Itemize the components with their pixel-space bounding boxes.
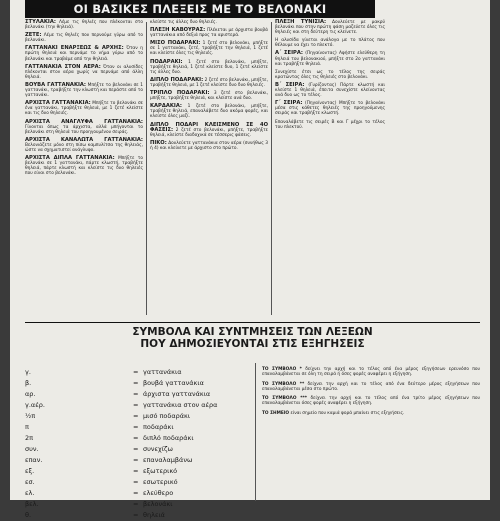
stitch-entry — [150, 60, 268, 75]
column-3 — [275, 20, 385, 317]
list-item — [25, 499, 250, 510]
explanation-text: δείχνει την αρχή και το τέλος από ένα δεύτερο μέρος εξηγήσεων που επαναλαμβάνεται μέσα στο πρώτο. — [262, 381, 480, 392]
stitch-description: Δουλεύετε με μακρύ βελονάκι που στην πρώτη φάση μαζεύετε όλες τις θηλειές και στη δεύτερη τις κλείνετε. — [275, 20, 385, 36]
equals-mark: = — [133, 456, 139, 464]
list-item — [25, 378, 250, 389]
stitch-entry — [150, 91, 268, 101]
stitch-name: ΠΛΕΞΗ ΚΑΒΟΥΡΑΣ: — [150, 27, 206, 34]
column-2 — [150, 20, 268, 317]
stitch-name: ΑΡΧΙΣΤΑ ΔΙΠΛΑ ΓΑΤΤΑΝΑΚΙΑ: — [25, 155, 115, 162]
explanation-text: είναι σημείο που καμιά φορά μπαίνει στις εξηγήσεις. — [290, 410, 405, 416]
symbol: π — [25, 423, 29, 431]
stitch-description: Δουλεύετε γαττανάκια στον αέρα (συνήθως 3 ή 4) και κλείνετε με άρχιστο στο πρώτο. — [150, 140, 268, 151]
stitch-description: Η αλυσίδα γίνεται ανάλογα με το πλάτος που θέλουμε να έχει το πλεκτό. — [275, 38, 385, 49]
stitch-name: ΑΡΧΙΣΤΑ ΚΑΝΑΛΩΤΑ ΓΑΤΤΑΝΑΚΙΑ: — [25, 136, 143, 143]
explanation-paragraph — [262, 367, 480, 378]
equals-mark: = — [133, 434, 139, 442]
symbol-meaning: άρχιστα γαττανάκια — [143, 390, 211, 398]
stitch-entry — [150, 41, 268, 56]
symbol-meaning: γαττανάκια — [143, 368, 182, 376]
symbol-meaning: βελονάκι — [143, 500, 173, 508]
stitch-description: 2 ζετέ στο βελονάκι, μπήξτε, τραβήξτε θηλειά, κλείστε διαδοχικά σε τέσσερις φάσεις. — [150, 127, 269, 138]
stitch-description: κλείστε τις άλλες δυο θηλειές. — [150, 20, 217, 25]
stitch-entry — [150, 141, 268, 151]
stitch-entry — [275, 83, 385, 98]
stitch-description: 1 ζετέ στο βελονάκι, μπήξτε, τραβήξτε θηλειά, 1 ζετέ κλείστε δυο, 1 ζετέ κλείστε τις άλλες δυο. — [150, 59, 268, 75]
stitch-name: ΚΑΡΔΑΚΙΑ: — [150, 103, 182, 110]
stitch-entry — [25, 65, 143, 80]
stitch-entry — [275, 20, 385, 35]
list-item — [25, 389, 250, 400]
equals-mark: = — [133, 368, 139, 376]
symbol: γ.αέρ. — [25, 401, 45, 409]
equals-mark: = — [133, 467, 139, 475]
symbols-title-line-2: ΠΟΥ ΔΗΜΟΣΙΕΥΟΝΤΑΙ ΣΤΙΣ ΕΞΗΓΗΣΕΙΣ — [140, 338, 365, 350]
stitch-entry — [25, 33, 143, 43]
list-item — [25, 510, 250, 521]
stitch-entry — [150, 123, 268, 138]
stitch-name: Α΄ ΣΕΙΡΑ: — [275, 50, 303, 57]
equals-mark: = — [133, 401, 139, 409]
stitch-description: Επαναλάβετε τις σειρές Β και Γ μέχρι το τέλος του πλεκτού. — [275, 119, 385, 130]
symbol-meaning: γαττανάκια στον αέρα — [143, 401, 218, 409]
equals-mark: = — [133, 489, 139, 497]
stitch-name: ΤΡΙΠΛΟ ΠΟΔΑΡΑΚΙ: — [150, 90, 210, 97]
symbols-title-line-1: ΣΥΜΒΟΛΑ ΚΑΙ ΣΥΝΤΜΗΣΕΙΣ ΤΩΝ ΛΕΞΕΩΝ — [132, 326, 373, 338]
column-divider — [146, 22, 147, 315]
stitch-entry — [150, 20, 268, 25]
stitch-entry — [275, 38, 385, 48]
explanation-paragraph — [262, 396, 480, 407]
stitch-entry — [25, 20, 143, 30]
stitch-name: ΣΤΥΛΑΚΙΑ: — [25, 19, 56, 25]
symbol-explanations — [262, 367, 480, 420]
list-item — [25, 488, 250, 499]
equals-mark: = — [133, 390, 139, 398]
stitch-entry — [25, 83, 143, 98]
column-1 — [25, 20, 143, 317]
explanation-text: δείχνει την αρχή και το τέλος από ένα τρίτο μέρος εξηγήσεων που επαναλαμβάνεται όσες φορές αναφέρει η εξήγηση. — [262, 396, 480, 407]
stitch-description: Βελονιάζετε μόνο στη πίσω καμπυλίτσα της θηλειάς, ώστε να σχηματιστεί ανάγλυφο. — [25, 142, 143, 153]
symbol: θ. — [25, 511, 32, 519]
symbol-meaning: θηλειά — [143, 511, 165, 519]
symbol: ½π — [25, 412, 36, 420]
list-item — [25, 433, 250, 444]
symbol: βελ. — [25, 500, 39, 508]
symbol: γ. — [25, 368, 31, 376]
equals-mark: = — [133, 379, 139, 387]
stitch-name: ΑΡΧΙΣΤΑ ΑΝΑΓΛΥΦΑ ΓΑΤΤΑΝΑΚΙΑ: — [25, 118, 143, 125]
stitch-description: Συνεχίστε έτσι ως το τέλος της σειράς κρατώντας όλες τις θηλειές στο βελονάκι. — [275, 69, 385, 80]
symbol: επαν. — [25, 456, 43, 464]
stitch-entry — [275, 70, 385, 80]
stitch-definitions — [25, 20, 485, 317]
explanation-paragraph — [262, 411, 480, 416]
symbol: 2π — [25, 434, 34, 442]
stitch-entry — [150, 28, 268, 38]
equals-mark: = — [133, 511, 139, 519]
equals-mark: = — [133, 445, 139, 453]
list-item — [25, 455, 250, 466]
stitch-name: ΒΟΥΒΑ ΓΑΤΤΑΝΑΚΙΑ: — [25, 81, 86, 88]
equals-mark: = — [133, 412, 139, 420]
stitch-description: Όταν η πρώτη θηλειά και περνάμε το νήμα γύρω από το βελονάκι και τραβάμε από την θηλειά. — [25, 46, 144, 62]
stitch-entry — [275, 120, 385, 130]
stitch-name: ΓΑΤΤΑΝΑΚΙΑ ΣΤΟΝ ΑΕΡΑ: — [25, 63, 101, 70]
stitch-description: Λέμε τις θηλιές που πλέκονται στο βελονάκι (την θηλειά). — [25, 20, 143, 31]
equals-mark: = — [133, 423, 139, 431]
stitch-name: ΖΕΤΕ: — [25, 32, 42, 39]
symbol: εξ. — [25, 467, 35, 475]
symbol: συν. — [25, 445, 39, 453]
column-divider — [271, 22, 272, 315]
explanation-paragraph — [262, 382, 480, 393]
abbreviation-list — [25, 367, 250, 521]
symbol: β. — [25, 379, 32, 387]
section-divider — [255, 363, 256, 501]
stitch-name: Γ΄ ΣΕΙΡΑ: — [275, 100, 303, 107]
stitch-description: 1 ζετέ στο βελονάκι, μπήξτε σε 1 γαττανάκι, ζετέ, τραβήξτε την θηλειά, 1 ζετέ και κλείστε όλες τις θηλειές. — [150, 41, 268, 57]
symbols-title — [25, 326, 480, 350]
explanation-lead: ΤΟ ΣΥΜΒΟΛΟ ** — [262, 381, 305, 387]
stitch-description: Μπήξτε το βελονάκι σε 1 γαττανάκι, τραβήξτε την κλωστή και περάστε από το γαττανάκι. — [25, 82, 143, 99]
list-item — [25, 367, 250, 378]
stitch-name: ΠΟΔΑΡΑΚΙ: — [150, 58, 183, 65]
stitch-entry — [25, 156, 143, 176]
stitch-description: 3 ζετέ στο βελονάκι, μπήξτε, τραβήξτε θηλειά, και κλείστε ανά δυο. — [150, 91, 268, 102]
symbol-meaning: συνεχίζω — [143, 445, 173, 453]
stitch-name: ΓΑΤΤΑΝΑΚΙ ΕΝΑΡΞΕΩΣ & ΑΡΧΗΣ: — [25, 45, 124, 52]
stitch-name: ΠΛΕΞΗ ΤΥΝΙΣΙΑ: — [275, 19, 327, 25]
stitch-entry — [25, 46, 143, 61]
stitch-entry — [25, 101, 143, 116]
symbol-meaning: βουβά γαττανάκια — [143, 379, 204, 387]
list-item — [25, 422, 250, 433]
stitch-name: ΔΙΠΛΟ ΠΟΔΑΡΑΚΙ: — [150, 76, 204, 83]
stitch-entry — [275, 101, 385, 116]
stitch-entry — [150, 104, 268, 119]
symbol-meaning: εξωτερικό — [143, 467, 178, 475]
symbol-meaning: ποδαράκι — [143, 423, 174, 431]
stitch-name: ΑΡΧΙΣΤΑ ΓΑΤΤΑΝΑΚΙΑ: — [25, 100, 91, 107]
stitch-name: Β΄ ΣΕΙΡΑ: — [275, 81, 305, 88]
stitch-name: ΠΙΚΟ: — [150, 139, 167, 146]
list-item — [25, 400, 250, 411]
stitch-name: ΔΙΠΛΟ ΠΟΔΑΡΙ ΚΛΕΙΣΜΕΝΟ ΣΕ 4Ο ΦΑΣΕΙΣ: — [150, 121, 268, 133]
stitch-description: Όταν οι αλυσίδες πλέκονται στον αέρα χωρίς να περνάμε από άλλη θηλειά. — [25, 64, 143, 80]
stitch-entry — [25, 138, 143, 153]
page-title: ΟΙ ΒΑΣΙΚΕΣ ΠΛΕΞΕΙΣ ΜΕ ΤΟ ΒΕΛΟΝΑΚΙ — [25, 0, 375, 18]
list-item — [25, 477, 250, 488]
stitch-entry — [150, 78, 268, 88]
symbol: αρ. — [25, 390, 36, 398]
stitch-description: (Πηγαίνοντας) Αφήστε ελεύθερη τη θηλειά του βελονακιού, μπήξτε στο 2ο γαττανάκι και τραβήξτε θηλειά. — [275, 51, 385, 67]
symbol: εσ. — [25, 478, 35, 486]
stitch-description: Μπήξτε το βελονάκι σε 1 γαττανάκι, πάρτε κλωστή, τραβήξτε θηλειά, πάρτε κλωστή και κλείστε τις δυο θηλειές που είναι στο βελονάκι. — [25, 156, 143, 177]
symbols-section — [25, 322, 480, 519]
stitch-description: Μπήξτε το βελονάκι σε ένα γαττανάκι, τραβήξτε θηλειά, με 1 ζετέ κλείστε και τις δυο θηλειές. — [25, 101, 143, 117]
symbol: ελ. — [25, 489, 35, 497]
stitch-description: (Πηγαίνοντας) Μπήξτε το βελονάκι μέσα στις κάθετες θηλειές της προηγούμενης σειράς και τραβήξτε κλωστή. — [275, 101, 385, 117]
equals-mark: = — [133, 500, 139, 508]
symbol-meaning: επαναλαμβάνω — [143, 456, 193, 464]
magazine-page — [10, 0, 490, 519]
equals-mark: = — [133, 478, 139, 486]
stitch-description: Λέμε τις θηλιές που περνούμε γύρω από το βελονάκι. — [25, 33, 143, 44]
explanation-lead: ΤΟ ΣΥΜΒΟΛΟ * — [262, 367, 302, 372]
list-item — [25, 444, 250, 455]
symbol-meaning: διπλό ποδαράκι — [143, 434, 194, 442]
list-item — [25, 466, 250, 477]
explanation-lead: ΤΟ ΣΥΜΒΟΛΟ *** — [262, 396, 307, 402]
symbol-meaning: εσωτερικό — [143, 478, 178, 486]
stitch-name: ΜΙΣΟ ΠΟΔΑΡΑΚΙ: — [150, 40, 201, 47]
stitch-entry — [275, 51, 385, 66]
stitch-description: (Γυρίζοντας) Πάρτε κλωστή και κλείστε 1 θηλειά, έπειτα συνεχίστε κλείνοντας ανά δυο ως το τέλος. — [275, 82, 385, 99]
explanation-text: δείχνει την αρχή και το τέλος από ένα μέρος εξηγήσεων ερευνόσο που επαναλαμβάνεται σε όλη τη σειρά ή όσες φορές αναφέρει η εξήγηση. — [262, 367, 480, 378]
explanation-lead: ΤΟ ΣΗΜΕΙΟ — [262, 410, 290, 416]
symbol-meaning: ελεύθερο — [143, 489, 174, 497]
list-item — [25, 411, 250, 422]
stitch-description: 1 ζετέ στο βελονάκι, μπήξτε, τραβήξτε θηλειά, επαναλάβετε δυο ακόμα φορές, και κλείστε όλες μαζί. — [150, 104, 268, 120]
stitch-description: 2 ζετέ στο βελονάκι, μπήξτε, τραβήξτε θηλειά, με 1 ζετέ κλείστε δυο δυο θηλειές. — [150, 77, 268, 88]
symbol-meaning: μισό ποδαράκι — [143, 412, 191, 420]
stitch-entry — [25, 120, 143, 135]
stitch-description: Γίνονται όπως τα άρχιστα, αλλά μπήγονται το βελονάκι στη θηλειά του πρoηγουμένου σειράς. — [25, 124, 143, 135]
stitch-description: Πλέκεται με άρχιστα βουβά γαττανάκια από δεξιά προς τα αριστερά. — [150, 28, 268, 39]
